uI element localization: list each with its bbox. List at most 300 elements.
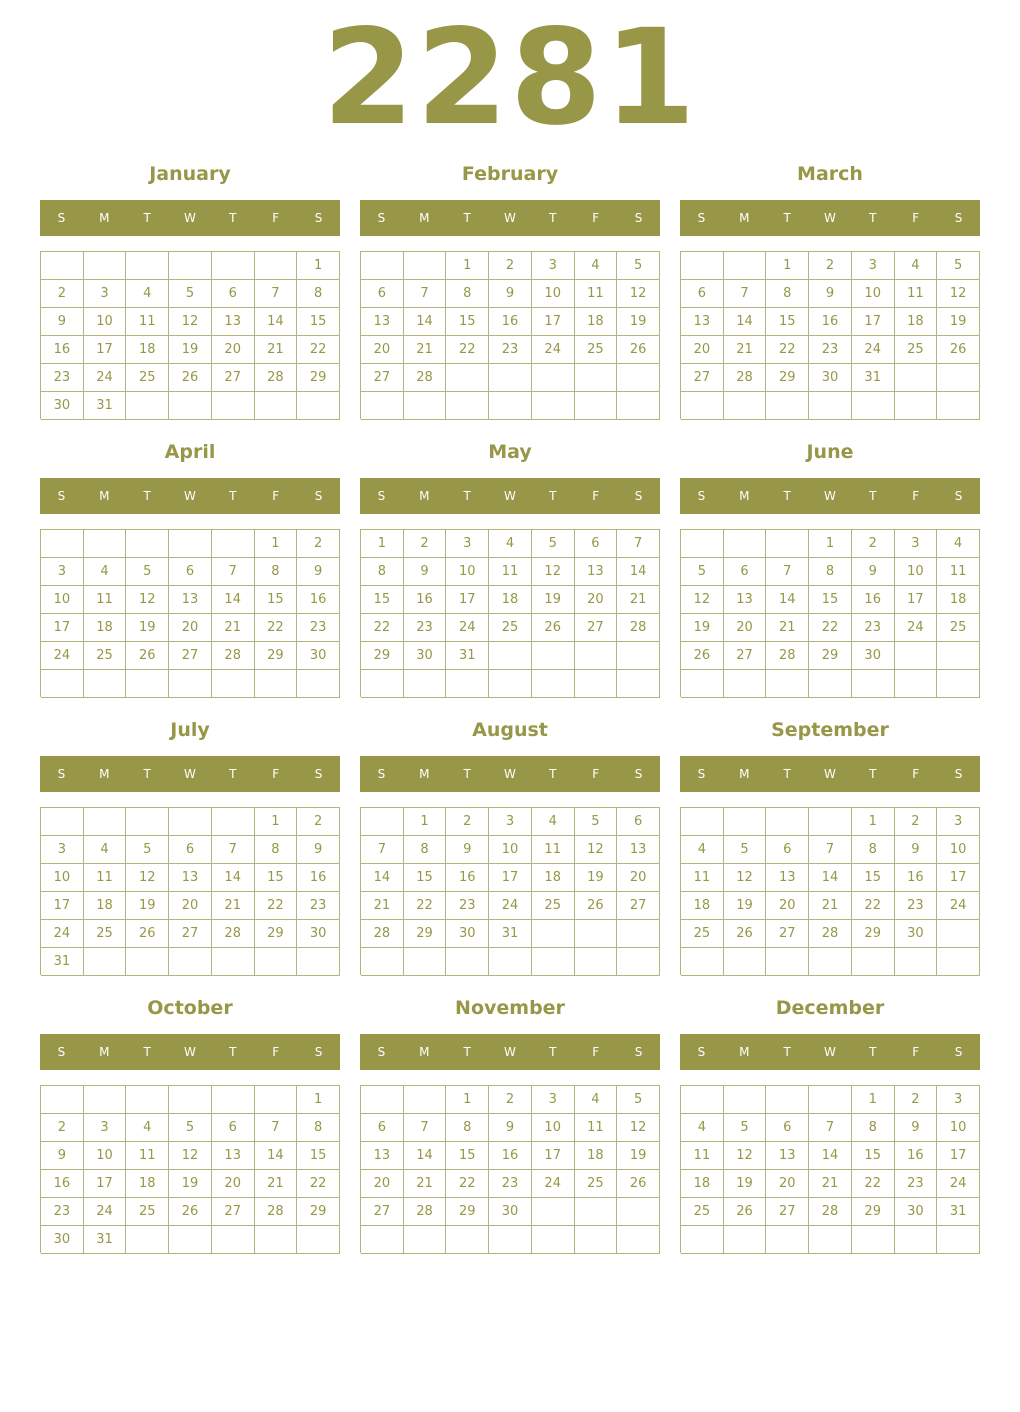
empty-day-cell (532, 920, 575, 948)
empty-day-cell (724, 392, 767, 420)
empty-day-cell (404, 1086, 447, 1114)
empty-day-cell (361, 1226, 404, 1254)
day-cell: 15 (297, 308, 340, 336)
day-cell: 22 (297, 336, 340, 364)
empty-day-cell (126, 808, 169, 836)
day-cell: 30 (852, 642, 895, 670)
empty-day-cell (617, 670, 660, 698)
empty-day-cell (255, 252, 298, 280)
empty-day-cell (852, 670, 895, 698)
empty-day-cell (724, 1226, 767, 1254)
weekday-label: S (634, 1045, 643, 1059)
day-cell: 9 (852, 558, 895, 586)
day-cell: 8 (809, 558, 852, 586)
empty-day-cell (41, 530, 84, 558)
day-cell: 2 (446, 808, 489, 836)
empty-day-cell (809, 948, 852, 976)
day-cell: 17 (41, 614, 84, 642)
day-cell: 4 (126, 280, 169, 308)
day-cell: 26 (169, 1198, 212, 1226)
day-cell: 21 (255, 336, 298, 364)
empty-day-cell (41, 808, 84, 836)
day-cell: 25 (681, 920, 724, 948)
day-cell: 19 (681, 614, 724, 642)
day-cell: 20 (169, 892, 212, 920)
day-cell: 14 (212, 586, 255, 614)
day-cell: 21 (809, 892, 852, 920)
weekday-label: T (549, 489, 557, 503)
day-cell: 3 (532, 252, 575, 280)
empty-day-cell (809, 1226, 852, 1254)
empty-day-cell (681, 948, 724, 976)
day-cell: 13 (212, 1142, 255, 1170)
day-cell: 13 (766, 864, 809, 892)
day-cell: 19 (724, 1170, 767, 1198)
day-cell: 25 (84, 642, 127, 670)
day-cell: 7 (361, 836, 404, 864)
empty-day-cell (532, 364, 575, 392)
weekday-header (360, 1034, 660, 1070)
day-grid (40, 251, 340, 419)
day-cell: 22 (446, 336, 489, 364)
day-cell: 15 (255, 864, 298, 892)
day-cell: 10 (446, 558, 489, 586)
empty-day-cell (575, 1226, 618, 1254)
day-cell: 7 (809, 836, 852, 864)
empty-day-cell (361, 252, 404, 280)
day-cell: 8 (446, 1114, 489, 1142)
weekday-header (40, 478, 340, 514)
empty-day-cell (212, 948, 255, 976)
weekday-label: S (314, 211, 323, 225)
month-name: September (771, 719, 889, 741)
empty-day-cell (84, 1086, 127, 1114)
empty-day-cell (681, 1086, 724, 1114)
empty-day-cell (212, 670, 255, 698)
day-cell: 14 (724, 308, 767, 336)
day-cell: 4 (895, 252, 938, 280)
day-cell: 17 (489, 864, 532, 892)
day-cell: 4 (937, 530, 980, 558)
day-cell: 14 (255, 1142, 298, 1170)
weekday-label: M (739, 767, 750, 781)
day-cell: 21 (617, 586, 660, 614)
day-cell: 23 (489, 1170, 532, 1198)
day-cell: 11 (532, 836, 575, 864)
weekday-label: S (377, 489, 386, 503)
day-cell: 1 (852, 1086, 895, 1114)
empty-day-cell (489, 642, 532, 670)
day-cell: 10 (532, 1114, 575, 1142)
day-cell: 20 (361, 1170, 404, 1198)
month-name: December (775, 997, 885, 1019)
day-cell: 23 (41, 1198, 84, 1226)
empty-day-cell (212, 252, 255, 280)
day-cell: 4 (575, 1086, 618, 1114)
weekday-label: T (869, 767, 877, 781)
empty-day-cell (937, 642, 980, 670)
empty-day-cell (297, 392, 340, 420)
day-cell: 9 (41, 308, 84, 336)
day-cell: 23 (41, 364, 84, 392)
empty-day-cell (724, 808, 767, 836)
day-cell: 9 (895, 1114, 938, 1142)
weekday-label: F (592, 767, 600, 781)
day-cell: 27 (212, 1198, 255, 1226)
day-cell: 16 (41, 1170, 84, 1198)
empty-day-cell (766, 948, 809, 976)
day-cell: 5 (126, 558, 169, 586)
day-cell: 27 (724, 642, 767, 670)
day-cell: 2 (297, 808, 340, 836)
day-cell: 5 (617, 1086, 660, 1114)
day-cell: 1 (255, 808, 298, 836)
day-cell: 26 (575, 892, 618, 920)
day-cell: 10 (41, 586, 84, 614)
month-name: July (170, 719, 210, 741)
day-cell: 29 (852, 1198, 895, 1226)
empty-day-cell (724, 948, 767, 976)
day-cell: 16 (404, 586, 447, 614)
weekday-label: T (869, 211, 877, 225)
day-cell: 23 (297, 614, 340, 642)
weekday-label: T (143, 211, 151, 225)
day-cell: 13 (681, 308, 724, 336)
day-cell: 8 (766, 280, 809, 308)
day-cell: 28 (724, 364, 767, 392)
day-cell: 10 (937, 836, 980, 864)
weekday-label: T (143, 489, 151, 503)
day-cell: 29 (297, 1198, 340, 1226)
weekday-label: S (57, 489, 66, 503)
empty-day-cell (84, 808, 127, 836)
day-cell: 22 (404, 892, 447, 920)
empty-day-cell (169, 1226, 212, 1254)
empty-day-cell (489, 670, 532, 698)
empty-day-cell (169, 1086, 212, 1114)
day-cell: 15 (809, 586, 852, 614)
day-cell: 19 (126, 892, 169, 920)
day-cell: 13 (617, 836, 660, 864)
day-cell: 22 (255, 892, 298, 920)
empty-day-cell (404, 252, 447, 280)
day-cell: 27 (169, 642, 212, 670)
day-cell: 14 (809, 1142, 852, 1170)
day-cell: 20 (212, 336, 255, 364)
day-cell: 28 (212, 920, 255, 948)
day-cell: 6 (212, 280, 255, 308)
empty-day-cell (169, 808, 212, 836)
day-cell: 31 (41, 948, 84, 976)
empty-day-cell (575, 642, 618, 670)
weekday-label: M (99, 211, 110, 225)
day-cell: 4 (84, 558, 127, 586)
day-cell: 17 (84, 1170, 127, 1198)
empty-day-cell (169, 948, 212, 976)
day-cell: 3 (84, 1114, 127, 1142)
weekday-label: F (912, 1045, 920, 1059)
day-cell: 12 (937, 280, 980, 308)
day-cell: 18 (126, 336, 169, 364)
day-cell: 27 (766, 920, 809, 948)
day-cell: 17 (895, 586, 938, 614)
day-cell: 22 (852, 892, 895, 920)
day-cell: 9 (41, 1142, 84, 1170)
day-cell: 1 (255, 530, 298, 558)
day-cell: 10 (489, 836, 532, 864)
day-cell: 6 (766, 836, 809, 864)
weekday-label: F (592, 489, 600, 503)
day-cell: 15 (766, 308, 809, 336)
day-cell: 14 (212, 864, 255, 892)
day-cell: 1 (766, 252, 809, 280)
day-cell: 25 (532, 892, 575, 920)
day-cell: 30 (297, 920, 340, 948)
month-name: April (164, 441, 216, 463)
day-cell: 25 (895, 336, 938, 364)
empty-day-cell (895, 1226, 938, 1254)
empty-day-cell (361, 808, 404, 836)
empty-day-cell (126, 252, 169, 280)
empty-day-cell (766, 392, 809, 420)
empty-day-cell (766, 1226, 809, 1254)
weekday-label: T (143, 767, 151, 781)
day-cell: 18 (681, 1170, 724, 1198)
day-cell: 1 (404, 808, 447, 836)
empty-day-cell (532, 392, 575, 420)
day-cell: 16 (446, 864, 489, 892)
day-cell: 4 (84, 836, 127, 864)
empty-day-cell (446, 1226, 489, 1254)
day-cell: 9 (446, 836, 489, 864)
day-cell: 2 (41, 1114, 84, 1142)
weekday-label: W (504, 489, 516, 503)
day-cell: 25 (575, 1170, 618, 1198)
day-cell: 15 (297, 1142, 340, 1170)
weekday-label: F (912, 767, 920, 781)
day-cell: 15 (852, 864, 895, 892)
weekday-label: F (272, 489, 280, 503)
day-cell: 19 (617, 308, 660, 336)
day-cell: 5 (937, 252, 980, 280)
empty-day-cell (937, 948, 980, 976)
day-cell: 9 (895, 836, 938, 864)
year-title: 2281 (322, 1, 698, 155)
day-cell: 3 (895, 530, 938, 558)
day-cell: 25 (126, 364, 169, 392)
day-cell: 14 (617, 558, 660, 586)
empty-day-cell (937, 920, 980, 948)
day-cell: 3 (489, 808, 532, 836)
day-cell: 16 (41, 336, 84, 364)
weekday-label: T (463, 211, 471, 225)
day-cell: 31 (84, 1226, 127, 1254)
day-cell: 30 (297, 642, 340, 670)
day-cell: 12 (575, 836, 618, 864)
day-cell: 7 (809, 1114, 852, 1142)
weekday-label: M (419, 489, 430, 503)
day-cell: 6 (361, 280, 404, 308)
day-cell: 16 (895, 864, 938, 892)
weekday-label: S (954, 1045, 963, 1059)
weekday-label: S (57, 767, 66, 781)
empty-day-cell (446, 948, 489, 976)
month-name: August (472, 719, 548, 741)
day-cell: 30 (41, 392, 84, 420)
weekday-label: S (697, 767, 706, 781)
day-cell: 24 (532, 1170, 575, 1198)
day-cell: 16 (809, 308, 852, 336)
day-cell: 8 (361, 558, 404, 586)
day-cell: 26 (681, 642, 724, 670)
day-cell: 18 (84, 614, 127, 642)
day-cell: 30 (895, 920, 938, 948)
day-cell: 3 (41, 558, 84, 586)
day-cell: 28 (255, 1198, 298, 1226)
day-cell: 4 (575, 252, 618, 280)
weekday-label: S (314, 489, 323, 503)
day-cell: 17 (937, 1142, 980, 1170)
day-cell: 27 (617, 892, 660, 920)
day-cell: 17 (532, 308, 575, 336)
empty-day-cell (617, 948, 660, 976)
empty-day-cell (895, 392, 938, 420)
day-grid (680, 807, 980, 975)
weekday-label: W (824, 489, 836, 503)
month-name: June (806, 441, 854, 463)
weekday-header (360, 200, 660, 236)
day-cell: 29 (361, 642, 404, 670)
empty-day-cell (766, 670, 809, 698)
day-cell: 28 (809, 1198, 852, 1226)
weekday-label: F (592, 1045, 600, 1059)
day-cell: 17 (84, 336, 127, 364)
empty-day-cell (169, 670, 212, 698)
day-cell: 11 (575, 280, 618, 308)
weekday-header (680, 1034, 980, 1070)
day-cell: 25 (126, 1198, 169, 1226)
day-cell: 29 (766, 364, 809, 392)
day-cell: 13 (575, 558, 618, 586)
day-cell: 18 (126, 1170, 169, 1198)
day-cell: 7 (617, 530, 660, 558)
empty-day-cell (809, 670, 852, 698)
day-cell: 10 (937, 1114, 980, 1142)
day-grid (360, 251, 660, 419)
empty-day-cell (489, 364, 532, 392)
empty-day-cell (937, 1226, 980, 1254)
day-cell: 21 (255, 1170, 298, 1198)
weekday-label: M (739, 211, 750, 225)
day-cell: 1 (446, 1086, 489, 1114)
day-cell: 6 (169, 836, 212, 864)
empty-day-cell (575, 364, 618, 392)
month-name: May (488, 441, 532, 463)
weekday-label: T (463, 767, 471, 781)
day-cell: 4 (489, 530, 532, 558)
empty-day-cell (724, 252, 767, 280)
empty-day-cell (169, 530, 212, 558)
day-cell: 24 (446, 614, 489, 642)
day-cell: 23 (895, 1170, 938, 1198)
empty-day-cell (724, 530, 767, 558)
day-cell: 5 (169, 1114, 212, 1142)
day-cell: 4 (126, 1114, 169, 1142)
day-cell: 30 (489, 1198, 532, 1226)
day-grid (40, 807, 340, 975)
empty-day-cell (617, 392, 660, 420)
empty-day-cell (575, 392, 618, 420)
weekday-label: S (634, 489, 643, 503)
day-cell: 2 (489, 252, 532, 280)
weekday-label: M (419, 211, 430, 225)
weekday-header (40, 200, 340, 236)
day-cell: 29 (255, 920, 298, 948)
day-cell: 9 (297, 558, 340, 586)
empty-day-cell (297, 948, 340, 976)
month-name: October (147, 997, 233, 1019)
day-cell: 24 (895, 614, 938, 642)
day-cell: 13 (361, 308, 404, 336)
day-cell: 20 (212, 1170, 255, 1198)
day-cell: 24 (532, 336, 575, 364)
day-cell: 5 (617, 252, 660, 280)
weekday-label: W (184, 767, 196, 781)
weekday-label: T (869, 1045, 877, 1059)
day-cell: 3 (41, 836, 84, 864)
day-cell: 25 (84, 920, 127, 948)
day-cell: 24 (84, 364, 127, 392)
day-cell: 20 (575, 586, 618, 614)
weekday-label: S (377, 1045, 386, 1059)
day-cell: 21 (404, 336, 447, 364)
weekday-label: S (954, 211, 963, 225)
day-cell: 20 (617, 864, 660, 892)
day-cell: 12 (617, 280, 660, 308)
day-cell: 6 (361, 1114, 404, 1142)
empty-day-cell (126, 1086, 169, 1114)
day-cell: 28 (404, 1198, 447, 1226)
day-cell: 24 (489, 892, 532, 920)
weekday-label: M (739, 1045, 750, 1059)
day-cell: 11 (126, 1142, 169, 1170)
day-cell: 15 (255, 586, 298, 614)
empty-day-cell (617, 1226, 660, 1254)
day-cell: 5 (681, 558, 724, 586)
day-cell: 30 (895, 1198, 938, 1226)
empty-day-cell (895, 670, 938, 698)
day-cell: 18 (575, 308, 618, 336)
weekday-label: T (869, 489, 877, 503)
weekday-label: S (954, 489, 963, 503)
day-cell: 17 (446, 586, 489, 614)
empty-day-cell (255, 670, 298, 698)
day-cell: 21 (724, 336, 767, 364)
day-cell: 1 (446, 252, 489, 280)
day-cell: 7 (404, 280, 447, 308)
day-cell: 2 (852, 530, 895, 558)
day-cell: 19 (169, 336, 212, 364)
day-cell: 7 (212, 836, 255, 864)
weekday-label: T (783, 767, 791, 781)
day-cell: 26 (617, 1170, 660, 1198)
empty-day-cell (41, 670, 84, 698)
weekday-label: W (184, 489, 196, 503)
day-cell: 7 (255, 280, 298, 308)
empty-day-cell (575, 948, 618, 976)
empty-day-cell (126, 670, 169, 698)
day-cell: 24 (84, 1198, 127, 1226)
